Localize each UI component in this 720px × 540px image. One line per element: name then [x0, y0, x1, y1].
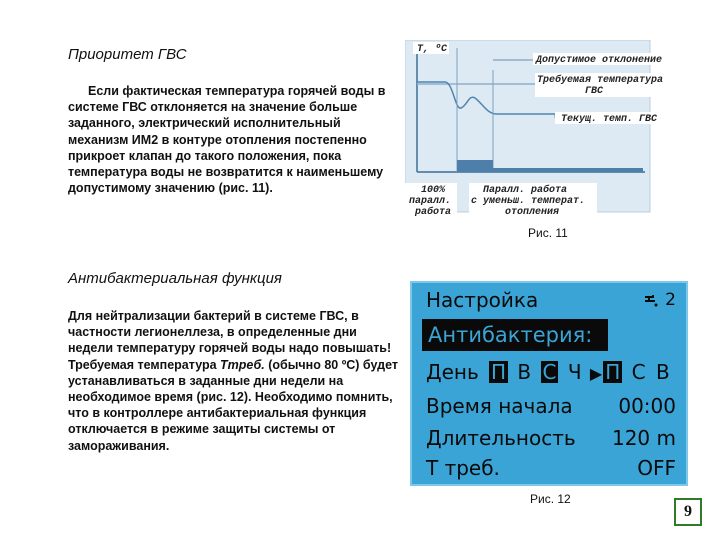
dhw-priority-paragraph	[68, 83, 398, 196]
day-sun: В	[655, 360, 670, 384]
day-wed: С	[542, 360, 557, 384]
label-bottom-right-3: отопления	[505, 207, 560, 218]
axis-label-t: T, ºC	[417, 44, 448, 55]
lcd-day-list	[488, 359, 672, 387]
lcd-treb-row	[426, 455, 676, 481]
figure-11-temperature-graph	[405, 40, 680, 220]
figure-12-lcd-screen	[410, 281, 688, 486]
lcd-duration-row	[426, 425, 676, 451]
lcd-start-label: Время начала	[426, 394, 573, 418]
lcd-duration-label: Длительность	[426, 426, 576, 450]
label-required-temp-2: ГВС	[585, 86, 604, 97]
label-bottom-right-1: Паралл. работа	[483, 185, 568, 196]
dhw-priority-text: Если фактическая температура горячей воды в системе ГВС отклоняется на значение больше заданного, электрический исполнительный механизм ИМ2 в контуре отопления постепенно прикроет клапан до такого положения, пока температура воды не возвратится к наименьшему допустимому значению (рис. 11).	[68, 84, 386, 196]
antibacterial-paragraph	[68, 308, 398, 454]
label-bottom-left-3: работа	[415, 207, 452, 218]
lcd-day-row	[426, 359, 676, 385]
bar-reduced-parallel	[493, 168, 643, 172]
day-mon: П	[491, 360, 507, 384]
day-tue: В	[517, 360, 532, 384]
figure-11-caption: Рис. 11	[528, 226, 568, 240]
label-bottom-left-1: 100%	[421, 185, 446, 196]
lcd-duration-value: 120 m	[611, 426, 676, 450]
label-required-temp-1: Требуемая температура	[537, 75, 664, 86]
lcd-indicator-number: 2	[665, 290, 676, 310]
antibacterial-text-part1: Для нейтрализации бактерий в системе ГВС, в частности легионеллеза, в определенные дни недели температуру горячей воды надо повышать! Требуемая температура	[68, 309, 392, 372]
lcd-day-label: День	[426, 360, 479, 384]
figure-12-caption: Рис. 12	[530, 492, 571, 506]
day-sat: С	[631, 360, 646, 384]
cursor-arrow-icon: ▶	[589, 364, 603, 383]
lcd-title-row	[426, 287, 676, 313]
tap-icon	[643, 292, 665, 308]
lcd-treb-value: OFF	[637, 456, 676, 480]
label-current-temp: Текущ. темп. ГВС	[561, 114, 658, 125]
label-bottom-right-2: с уменьш. температ.	[471, 196, 586, 207]
section-heading-antibacterial: Антибактериальная функция	[68, 270, 282, 287]
lcd-treb-label: Т треб.	[426, 456, 500, 480]
antibacterial-text-part2: (обычно 80 ºC) будет устанавливаться в заданные дни недели на необходимое время (рис. 12). Необходимо помнить, что в контроллере антибактериальная функция отключается в режиме защиты системы от замораживания.	[68, 357, 398, 453]
lcd-title: Настройка	[426, 288, 539, 312]
antibacterial-text	[68, 308, 398, 454]
day-fri: П	[605, 360, 621, 384]
lcd-start-row	[426, 393, 676, 419]
antibacterial-text-italic: Tтреб.	[220, 357, 265, 372]
section-heading-dhw-priority: Приоритет ГВС	[68, 46, 187, 63]
lcd-indicator	[643, 287, 676, 313]
lcd-highlighted-menu-item: Антибактерия:	[422, 319, 608, 351]
label-bottom-left-2: паралл.	[409, 196, 452, 207]
lcd-start-value: 00:00	[618, 394, 676, 418]
page-number: 9	[674, 498, 702, 526]
day-thu: Ч	[567, 360, 582, 384]
bar-full-parallel	[457, 160, 493, 172]
label-allowed-deviation: Допустимое отклонение	[536, 55, 663, 66]
